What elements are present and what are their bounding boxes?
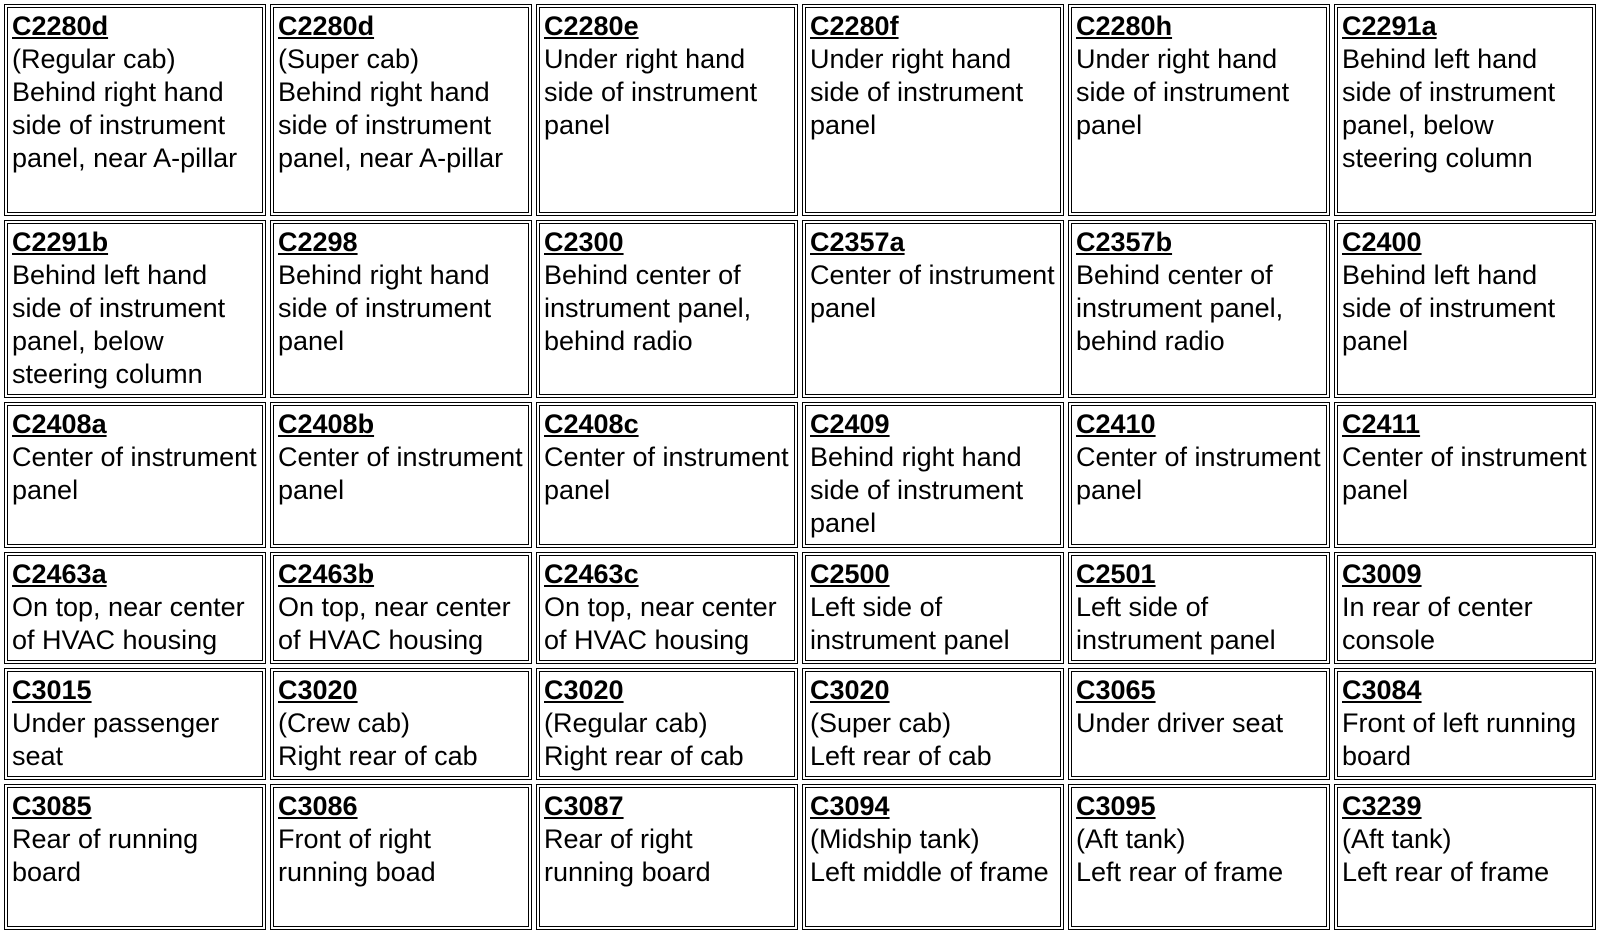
connector-location-text: Under driver seat [1076, 708, 1284, 738]
connector-location-text: Under right hand side of instrument panel [1076, 44, 1290, 140]
connector-code-link[interactable]: C2291b [12, 227, 109, 257]
connector-location-text: Behind left hand side of instrument panel, below steering column [12, 260, 226, 389]
table-cell [270, 784, 532, 930]
table-cell [1068, 402, 1330, 548]
connector-location-text: Left side of instrument panel [810, 592, 1010, 655]
connector-code-link[interactable]: C3020 [278, 675, 358, 705]
connector-code-link[interactable]: C2280f [810, 11, 899, 41]
table-cell [536, 220, 798, 398]
connector-location-table [4, 4, 1596, 920]
connector-location-text: (Regular cab) Right rear of cab [544, 708, 744, 771]
table-cell [1068, 4, 1330, 216]
connector-location-text: Center of instrument panel [278, 442, 523, 505]
table-cell [1334, 552, 1596, 664]
connector-code-link[interactable]: C2463a [12, 559, 107, 589]
connector-code-link[interactable]: C3020 [810, 675, 890, 705]
connector-code-link[interactable]: C2357b [1076, 227, 1173, 257]
table-cell [536, 402, 798, 548]
connector-code-link[interactable]: C2280d [12, 11, 109, 41]
connector-code-link[interactable]: C3094 [810, 791, 890, 821]
connector-code-link[interactable]: C2280d [278, 11, 375, 41]
connector-location-text: On top, near center of HVAC housing [278, 592, 511, 655]
connector-code-link[interactable]: C2463c [544, 559, 639, 589]
connector-location-text: Center of instrument panel [1342, 442, 1587, 505]
table-cell [1334, 668, 1596, 780]
table-cell [270, 4, 532, 216]
table-cell [536, 4, 798, 216]
table-cell [802, 402, 1064, 548]
connector-location-text: Behind left hand side of instrument panel, below steering column [1342, 44, 1556, 173]
connector-code-link[interactable]: C3065 [1076, 675, 1156, 705]
connector-location-text: Under right hand side of instrument panel [810, 44, 1024, 140]
table-cell [4, 552, 266, 664]
table-cell [802, 784, 1064, 930]
table-cell [270, 552, 532, 664]
connector-code-link[interactable]: C3085 [12, 791, 92, 821]
connector-code-link[interactable]: C2408a [12, 409, 107, 439]
table-cell [802, 220, 1064, 398]
connector-code-link[interactable]: C2408b [278, 409, 375, 439]
table-cell [802, 4, 1064, 216]
connector-location-text: Under passenger seat [12, 708, 220, 771]
connector-location-text: On top, near center of HVAC housing [12, 592, 245, 655]
connector-location-text: In rear of center console [1342, 592, 1533, 655]
connector-code-link[interactable]: C2280e [544, 11, 639, 41]
connector-code-link[interactable]: C3239 [1342, 791, 1422, 821]
connector-location-text: Behind center of instrument panel, behind radio [1076, 260, 1284, 356]
connector-code-link[interactable]: C2291a [1342, 11, 1437, 41]
table-cell [4, 668, 266, 780]
table-cell [4, 4, 266, 216]
connector-location-text: On top, near center of HVAC housing [544, 592, 777, 655]
table-cell [4, 402, 266, 548]
connector-location-text: Behind center of instrument panel, behind radio [544, 260, 752, 356]
connector-location-text: Behind left hand side of instrument panel [1342, 260, 1556, 356]
connector-code-link[interactable]: C2357a [810, 227, 905, 257]
connector-location-text: Rear of running board [12, 824, 199, 887]
connector-location-text: Center of instrument panel [1076, 442, 1321, 505]
connector-location-text: (Super cab) Left rear of cab [810, 708, 992, 771]
connector-code-link[interactable]: C2410 [1076, 409, 1156, 439]
table-cell [4, 784, 266, 930]
connector-location-text: (Midship tank) Left middle of frame [810, 824, 1049, 887]
connector-code-link[interactable]: C2501 [1076, 559, 1156, 589]
connector-code-link[interactable]: C2500 [810, 559, 890, 589]
connector-location-text: Under right hand side of instrument panel [544, 44, 758, 140]
connector-code-link[interactable]: C3020 [544, 675, 624, 705]
table-cell [1068, 552, 1330, 664]
connector-location-text: Rear of right running board [544, 824, 711, 887]
connector-code-link[interactable]: C3087 [544, 791, 624, 821]
connector-code-link[interactable]: C2280h [1076, 11, 1173, 41]
connector-code-link[interactable]: C2408c [544, 409, 639, 439]
connector-code-link[interactable]: C2400 [1342, 227, 1422, 257]
connector-code-link[interactable]: C2300 [544, 227, 624, 257]
connector-location-text: Front of left running board [1342, 708, 1577, 771]
table-cell [802, 668, 1064, 780]
connector-location-text: (Super cab) Behind right hand side of instrument panel, near A-pillar [278, 44, 504, 173]
connector-code-link[interactable]: C3084 [1342, 675, 1422, 705]
connector-code-link[interactable]: C2298 [278, 227, 358, 257]
table-cell [270, 220, 532, 398]
table-cell [536, 552, 798, 664]
connector-code-link[interactable]: C3009 [1342, 559, 1422, 589]
connector-location-text: Center of instrument panel [810, 260, 1055, 323]
table-cell [802, 552, 1064, 664]
connector-code-link[interactable]: C3086 [278, 791, 358, 821]
table-cell [1068, 220, 1330, 398]
table-cell [1068, 668, 1330, 780]
table-cell [1334, 220, 1596, 398]
connector-code-link[interactable]: C3095 [1076, 791, 1156, 821]
connector-location-text: Behind right hand side of instrument panel [810, 442, 1024, 538]
table-cell [1334, 4, 1596, 216]
connector-code-link[interactable]: C2409 [810, 409, 890, 439]
connector-location-text: Left side of instrument panel [1076, 592, 1276, 655]
table-cell [270, 668, 532, 780]
table-cell [1068, 784, 1330, 930]
table-cell [536, 784, 798, 930]
connector-location-text: Behind right hand side of instrument panel [278, 260, 492, 356]
connector-code-link[interactable]: C2463b [278, 559, 375, 589]
connector-location-text: Center of instrument panel [12, 442, 257, 505]
connector-location-text: (Regular cab) Behind right hand side of instrument panel, near A-pillar [12, 44, 238, 173]
table-cell [1334, 402, 1596, 548]
table-cell [270, 402, 532, 548]
table-cell [536, 668, 798, 780]
table-cell [1334, 784, 1596, 930]
connector-code-link[interactable]: C2411 [1342, 409, 1421, 439]
connector-location-text: (Aft tank) Left rear of frame [1076, 824, 1284, 887]
connector-location-text: Front of right running boad [278, 824, 436, 887]
connector-location-text: (Crew cab) Right rear of cab [278, 708, 478, 771]
connector-code-link[interactable]: C3015 [12, 675, 92, 705]
table-cell [4, 220, 266, 398]
connector-location-text: Center of instrument panel [544, 442, 789, 505]
connector-location-text: (Aft tank) Left rear of frame [1342, 824, 1550, 887]
